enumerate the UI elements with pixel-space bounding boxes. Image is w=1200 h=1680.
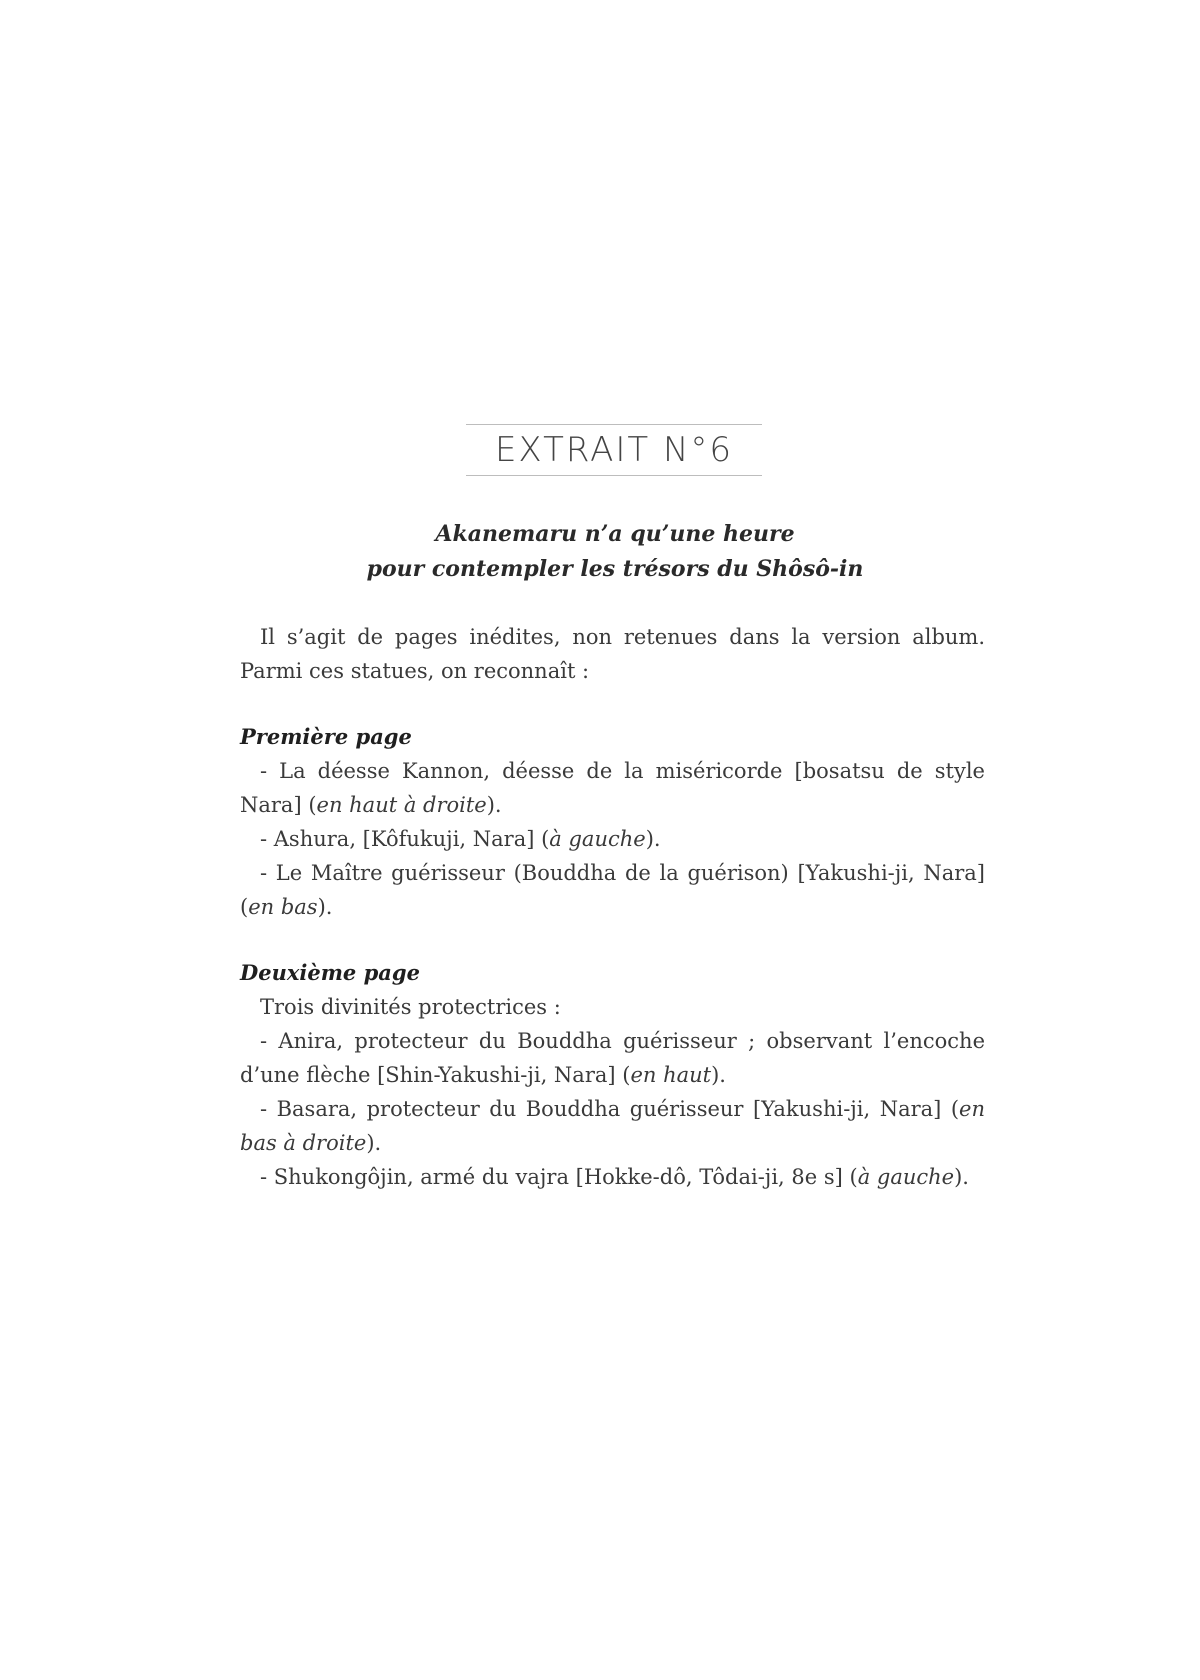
list-item: - Ashura, [Kôfukuji, Nara] (à gauche). xyxy=(260,827,661,851)
list-item: - Shukongôjin, armé du vajra [Hokke-dô, Tôdai-ji, 8e s] (à gauche). xyxy=(260,1165,969,1189)
list-item: - La déesse Kannon, déesse de la miséricorde [bosatsu de style Nara] (en haut à droite). xyxy=(240,759,985,817)
section-lead: Trois divinités protectrices : xyxy=(260,995,561,1019)
subtitle-line-2: pour contempler les trésors du Shôsô-in xyxy=(366,556,864,582)
section-title-second-page: Deuxième page xyxy=(240,960,420,985)
list-item: - Anira, protecteur du Bouddha guérisseur ; observant l’encoche d’une flèche [Shin-Yakushi-ji, Nara] (en haut). xyxy=(240,1029,985,1087)
list-item: - Basara, protecteur du Bouddha guérisseur [Yakushi-ji, Nara] (en bas à droite). xyxy=(240,1097,985,1155)
section-title-first-page: Première page xyxy=(240,724,412,749)
body-text xyxy=(240,620,985,1194)
list-item: - Le Maître guérisseur (Bouddha de la guérison) [Yakushi-ji, Nara] (en bas). xyxy=(240,861,985,919)
intro-paragraph: Il s’agit de pages inédites, non retenues dans la version album. Parmi ces statues, on reconnaît : xyxy=(240,625,985,683)
heading-block xyxy=(466,424,762,476)
page-title: EXTRAIT N°6 xyxy=(494,430,734,470)
subtitle-line-1: Akanemaru n’a qu’une heure xyxy=(435,521,795,547)
subtitle xyxy=(240,517,990,587)
